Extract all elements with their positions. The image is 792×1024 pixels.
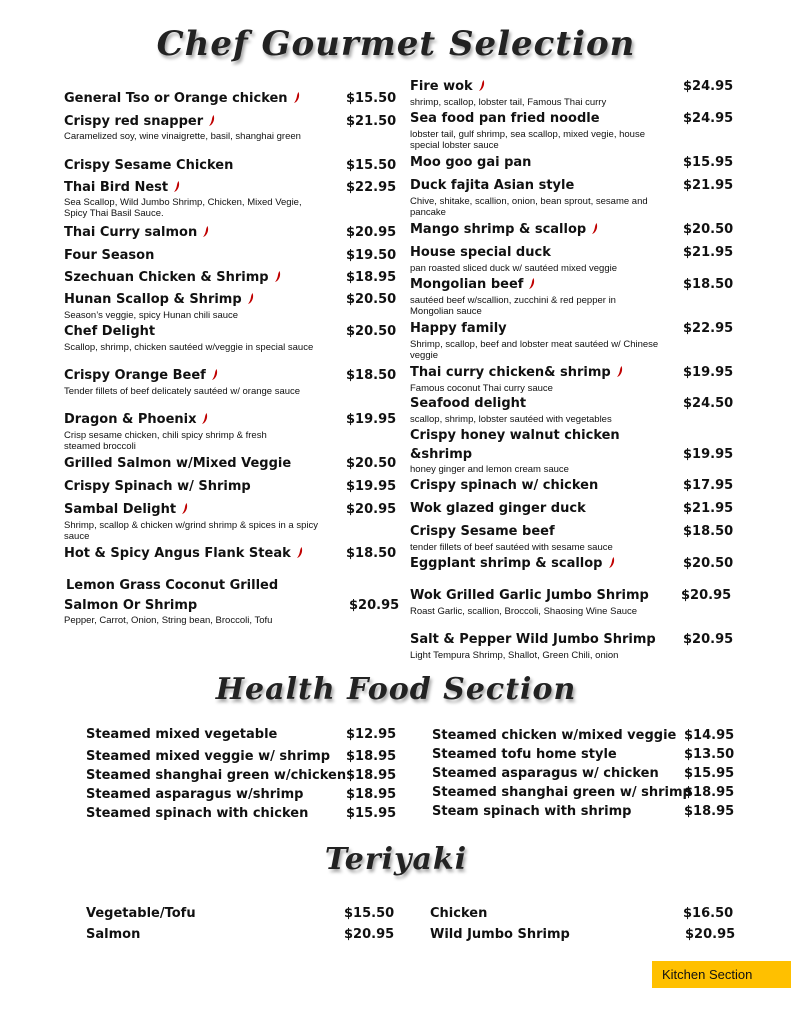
item-name: Steamed asparagus w/ chicken bbox=[432, 766, 659, 781]
kitchen-section-button[interactable]: Kitchen Section bbox=[652, 961, 791, 988]
item-price: $24.95 bbox=[683, 111, 734, 126]
item-price: $21.50 bbox=[346, 114, 397, 129]
item-name: Mongolian beef bbox=[410, 277, 535, 292]
item-name: Crispy Spinach w/ Shrimp bbox=[64, 479, 251, 494]
item-price: $21.95 bbox=[683, 178, 734, 193]
item-description: Sea Scallop, Wild Jumbo Shrimp, Chicken, Mixed Vegie, Spicy Thai Basil Sauce. bbox=[64, 197, 302, 219]
chili-pepper-icon bbox=[609, 557, 615, 568]
item-price: $15.50 bbox=[346, 158, 397, 173]
item-name: Chicken bbox=[430, 906, 488, 921]
item-price: $20.95 bbox=[344, 927, 395, 942]
item-name: &shrimp bbox=[410, 447, 473, 462]
item-name: Szechuan Chicken & Shrimp bbox=[64, 270, 281, 285]
item-price: $21.95 bbox=[683, 501, 734, 516]
item-description: Shrimp, scallop, beef and lobster meat sautéed w/ Chinese veggie bbox=[410, 339, 659, 361]
item-description: Caramelized soy, wine vinaigrette, basil, shanghai green bbox=[64, 131, 301, 142]
item-price: $20.95 bbox=[681, 588, 732, 603]
item-price: $19.50 bbox=[346, 248, 397, 263]
item-name: Crispy Orange Beef bbox=[64, 368, 218, 383]
item-price: $24.50 bbox=[683, 396, 734, 411]
chili-pepper-icon bbox=[275, 271, 281, 282]
item-price: $16.50 bbox=[683, 906, 734, 921]
item-name: Fire wok bbox=[410, 79, 485, 94]
item-name: Steamed chicken w/mixed veggie bbox=[432, 728, 677, 743]
item-description: Crisp sesame chicken, chili spicy shrimp & fresh steamed broccoli bbox=[64, 430, 267, 452]
item-price: $20.95 bbox=[349, 598, 400, 613]
item-name: Steamed mixed veggie w/ shrimp bbox=[86, 749, 331, 764]
item-description: Roast Garlic, scallion, Broccoli, Shaosing Wine Sauce bbox=[410, 606, 638, 617]
item-name: Moo goo gai pan bbox=[410, 155, 532, 170]
item-name: Hot & Spicy Angus Flank Steak bbox=[64, 546, 303, 561]
item-price: $17.95 bbox=[683, 478, 734, 493]
item-name: Vegetable/Tofu bbox=[86, 906, 196, 921]
item-price: $19.95 bbox=[683, 365, 734, 380]
item-name: Mango shrimp & scallop bbox=[410, 222, 598, 237]
item-name: Hunan Scallop & Shrimp bbox=[64, 292, 254, 307]
chili-pepper-icon bbox=[294, 92, 300, 103]
item-price: $18.50 bbox=[346, 546, 397, 561]
item-description: lobster tail, gulf shrimp, sea scallop, mixed vegie, house special lobster sauce bbox=[410, 129, 645, 151]
item-price: $14.95 bbox=[684, 728, 735, 743]
item-price: $18.95 bbox=[684, 804, 735, 819]
item-price: $12.95 bbox=[346, 727, 397, 742]
item-price: $24.95 bbox=[683, 79, 734, 94]
item-name: Sea food pan fried noodle bbox=[410, 111, 600, 126]
chili-pepper-icon bbox=[202, 413, 208, 424]
item-name: Happy family bbox=[410, 321, 507, 336]
item-price: $18.95 bbox=[346, 787, 397, 802]
item-price: $18.95 bbox=[346, 270, 397, 285]
item-name: Grilled Salmon w/Mixed Veggie bbox=[64, 456, 292, 471]
chili-pepper-icon bbox=[617, 366, 623, 377]
chili-pepper-icon bbox=[529, 278, 535, 289]
item-name: Salmon Or Shrimp bbox=[64, 598, 198, 613]
item-description: tender fillets of beef sautéed with sesame sauce bbox=[410, 542, 613, 553]
item-description: shrimp, scallop, lobster tail, Famous Thai curry bbox=[410, 97, 607, 108]
item-name: Thai Curry salmon bbox=[64, 225, 209, 240]
item-name: Wok Grilled Garlic Jumbo Shrimp bbox=[410, 588, 649, 603]
item-price: $18.50 bbox=[683, 524, 734, 539]
item-name: Salmon bbox=[86, 927, 141, 942]
item-price: $22.95 bbox=[346, 180, 397, 195]
item-price: $20.95 bbox=[346, 502, 397, 517]
item-name: Steamed shanghai green w/ shrimp bbox=[432, 785, 692, 800]
item-name: Wok glazed ginger duck bbox=[410, 501, 586, 516]
chili-pepper-icon bbox=[248, 293, 254, 304]
item-price: $19.95 bbox=[683, 447, 734, 462]
item-name: Thai Bird Nest bbox=[64, 180, 180, 195]
item-price: $20.50 bbox=[683, 556, 734, 571]
item-name: Steamed mixed vegetable bbox=[86, 727, 278, 742]
item-name: Steamed spinach with chicken bbox=[86, 806, 309, 821]
item-price: $21.95 bbox=[683, 245, 734, 260]
teriyaki-section-title: Teriyaki bbox=[324, 842, 468, 877]
item-price: $18.50 bbox=[346, 368, 397, 383]
item-price: $18.95 bbox=[346, 768, 397, 783]
item-description: sautéed beef w/scallion, zucchini & red pepper in Mongolian sauce bbox=[410, 295, 616, 317]
item-price: $15.95 bbox=[346, 806, 397, 821]
chili-pepper-icon bbox=[297, 547, 303, 558]
item-name: Crispy spinach w/ chicken bbox=[410, 478, 599, 493]
item-price: $15.50 bbox=[346, 91, 397, 106]
item-name: Dragon & Phoenix bbox=[64, 412, 208, 427]
item-description: Pepper, Carrot, Onion, String bean, Broccoli, Tofu bbox=[64, 615, 273, 626]
chili-pepper-icon bbox=[592, 223, 598, 234]
item-description: Famous coconut Thai curry sauce bbox=[410, 383, 553, 394]
item-price: $22.95 bbox=[683, 321, 734, 336]
item-name: Salt & Pepper Wild Jumbo Shrimp bbox=[410, 632, 656, 647]
item-name: Eggplant shrimp & scallop bbox=[410, 556, 615, 571]
item-price: $18.50 bbox=[683, 277, 734, 292]
item-price: $20.95 bbox=[683, 632, 734, 647]
item-description: Shrimp, scallop & chicken w/grind shrimp & spices in a spicy sauce bbox=[64, 520, 318, 542]
item-price: $18.95 bbox=[684, 785, 735, 800]
item-description: pan roasted sliced duck w/ sautéed mixed veggie bbox=[410, 263, 618, 274]
item-price: $13.50 bbox=[684, 747, 735, 762]
item-description: honey ginger and lemon cream sauce bbox=[410, 464, 569, 475]
item-price: $20.95 bbox=[346, 225, 397, 240]
item-name: Steamed shanghai green w/chicken bbox=[86, 768, 347, 783]
item-price: $19.95 bbox=[346, 479, 397, 494]
item-name: Thai curry chicken& shrimp bbox=[410, 365, 623, 380]
chili-pepper-icon bbox=[174, 181, 180, 192]
chili-pepper-icon bbox=[212, 369, 218, 380]
item-description: Light Tempura Shrimp, Shallot, Green Chili, onion bbox=[410, 650, 619, 661]
chili-pepper-icon bbox=[209, 115, 215, 126]
item-name-line1: Crispy honey walnut chicken bbox=[410, 428, 620, 443]
item-description: Season’s veggie, spicy Hunan chili sauce bbox=[64, 310, 239, 321]
item-name: Crispy red snapper bbox=[64, 114, 215, 129]
item-name: General Tso or Orange chicken bbox=[64, 91, 300, 106]
item-name: Crispy Sesame beef bbox=[410, 524, 555, 539]
item-name: Duck fajita Asian style bbox=[410, 178, 575, 193]
item-name: Sambal Delight bbox=[64, 502, 188, 517]
item-name: Four Season bbox=[64, 248, 155, 263]
item-price: $19.95 bbox=[346, 412, 397, 427]
item-description: scallop, shrimp, lobster sautéed with vegetables bbox=[410, 414, 612, 425]
item-name: Steamed asparagus w/shrimp bbox=[86, 787, 304, 802]
item-price: $15.95 bbox=[684, 766, 735, 781]
chili-pepper-icon bbox=[203, 226, 209, 237]
chili-pepper-icon bbox=[182, 503, 188, 514]
item-price: $20.50 bbox=[346, 456, 397, 471]
item-description: Scallop, shrimp, chicken sautéed w/veggie in special sauce bbox=[64, 342, 314, 353]
item-price: $20.95 bbox=[685, 927, 736, 942]
item-name-line1: Lemon Grass Coconut Grilled bbox=[66, 578, 279, 593]
item-name: Steam spinach with shrimp bbox=[432, 804, 632, 819]
item-name: Seafood delight bbox=[410, 396, 527, 411]
item-description: Chive, shitake, scallion, onion, bean sprout, sesame and pancake bbox=[410, 196, 648, 218]
item-name: Chef Delight bbox=[64, 324, 156, 339]
item-price: $18.95 bbox=[346, 749, 397, 764]
chili-pepper-icon bbox=[479, 80, 485, 91]
item-price: $15.50 bbox=[344, 906, 395, 921]
item-name: Steamed tofu home style bbox=[432, 747, 617, 762]
item-name: Crispy Sesame Chicken bbox=[64, 158, 234, 173]
item-name: House special duck bbox=[410, 245, 551, 260]
health-section-title: Health Food Section bbox=[215, 672, 577, 707]
item-price: $20.50 bbox=[346, 324, 397, 339]
item-price: $15.95 bbox=[683, 155, 734, 170]
item-name: Wild Jumbo Shrimp bbox=[430, 927, 570, 942]
item-price: $20.50 bbox=[346, 292, 397, 307]
item-description: Tender fillets of beef delicately sautéed w/ orange sauce bbox=[64, 386, 301, 397]
item-price: $20.50 bbox=[683, 222, 734, 237]
chef-section-title: Chef Gourmet Selection bbox=[156, 24, 636, 64]
